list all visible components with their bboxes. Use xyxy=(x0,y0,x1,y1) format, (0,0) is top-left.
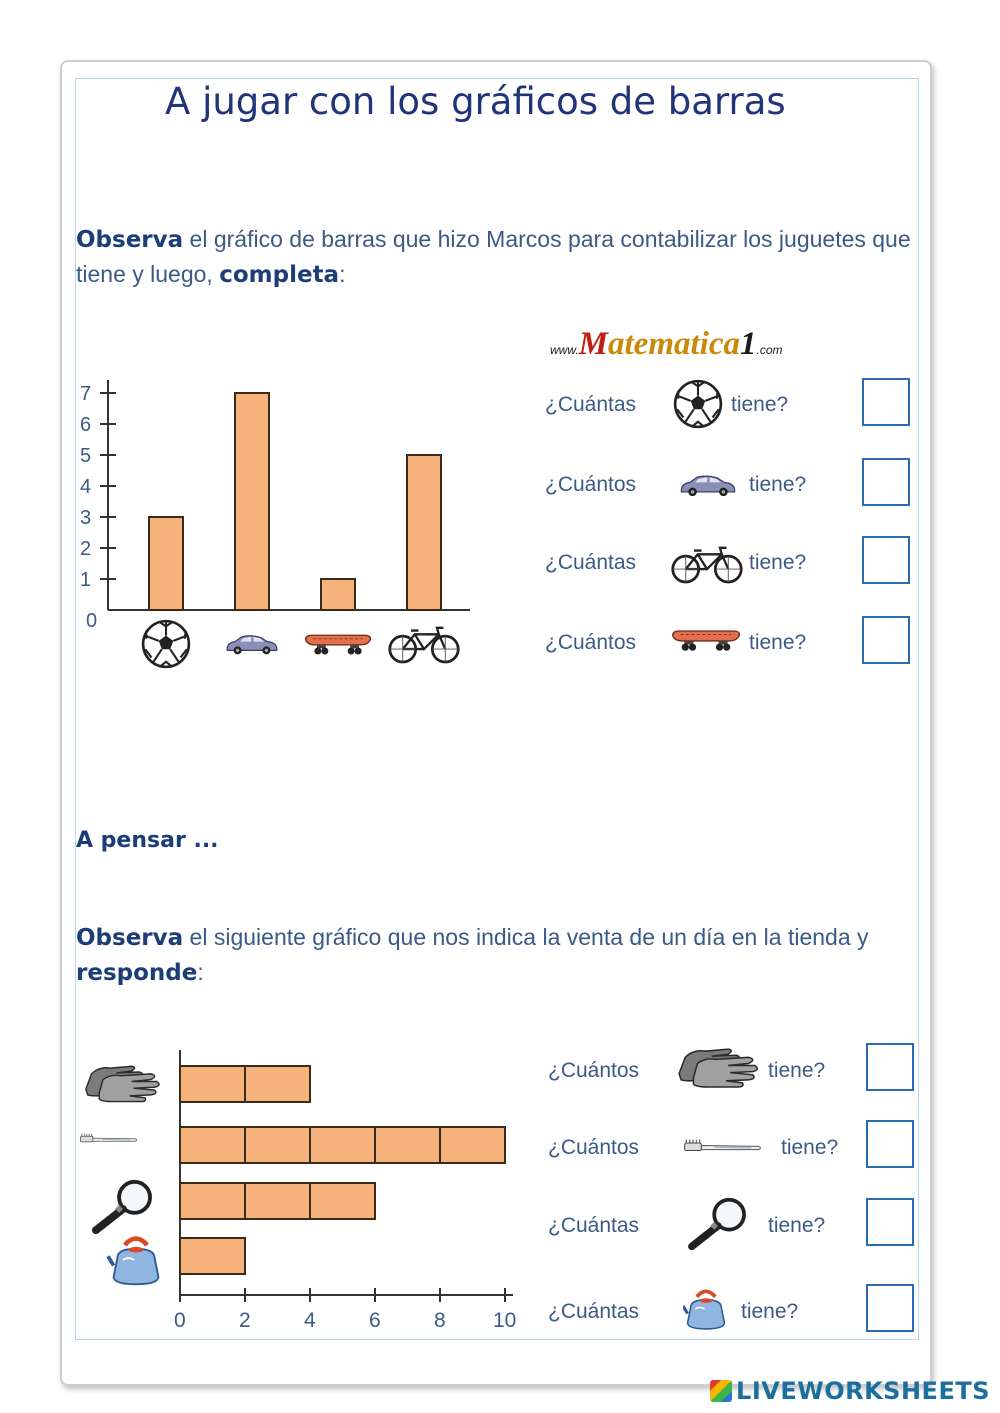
toothbrush-icon xyxy=(678,1138,768,1162)
magnifying-glass-icon xyxy=(675,1196,759,1256)
answer-box[interactable] xyxy=(866,1120,914,1168)
question-prefix: ¿Cuántas xyxy=(548,1214,640,1237)
bar-bicicleta xyxy=(407,455,441,610)
complete-keyword: completa xyxy=(219,262,340,288)
instructions-text-2: el siguiente gráfico que nos indica la venta de un día en la tienda y xyxy=(183,924,869,950)
bicycle-icon xyxy=(390,628,458,662)
y-tick-label: 7 xyxy=(80,383,92,405)
y-tick-label: 6 xyxy=(80,414,92,436)
gloves-icon xyxy=(675,1043,767,1093)
brand-m: M xyxy=(578,326,609,362)
question-suffix: tiene? xyxy=(749,631,807,654)
answer-input[interactable] xyxy=(868,1286,916,1332)
observe-keyword: Observa xyxy=(76,227,184,253)
brand-one: 1 xyxy=(739,326,757,362)
brand-www: www. xyxy=(550,343,579,357)
toothbrush-icon xyxy=(80,1134,136,1142)
answer-input[interactable] xyxy=(868,1122,916,1168)
soccer-ball-icon xyxy=(143,621,189,667)
question-suffix: tiene? xyxy=(741,1300,799,1323)
question-prefix: ¿Cuántas xyxy=(545,551,637,574)
bicycle-icon xyxy=(670,542,744,590)
answer-input[interactable] xyxy=(868,1045,916,1091)
question-prefix: ¿Cuántos xyxy=(545,631,637,654)
sales-bar-chart xyxy=(76,1040,526,1345)
answer-input[interactable] xyxy=(864,460,912,506)
answer-input[interactable] xyxy=(868,1200,916,1246)
toys-bar-chart xyxy=(70,370,490,680)
question-prefix: ¿Cuántos xyxy=(548,1059,640,1082)
brand-name: atematica xyxy=(608,326,740,362)
x-tick-label: 0 xyxy=(174,1309,186,1332)
x-tick-label: 10 xyxy=(493,1309,517,1332)
bar-patineta xyxy=(321,579,355,610)
toy-car-icon xyxy=(227,636,277,655)
answer-box[interactable] xyxy=(862,616,910,664)
question-suffix: tiene? xyxy=(749,551,807,574)
skateboard-icon xyxy=(670,626,742,658)
answer-input[interactable] xyxy=(864,618,912,664)
colon: : xyxy=(339,261,346,287)
answer-input[interactable] xyxy=(864,538,912,584)
brand-logo xyxy=(550,326,783,363)
x-tick-label: 4 xyxy=(304,1309,316,1332)
question-prefix: ¿Cuántas xyxy=(545,393,637,416)
liveworksheets-logo-icon xyxy=(710,1380,732,1402)
answer-box[interactable] xyxy=(866,1284,914,1332)
answer-box[interactable] xyxy=(862,378,910,426)
y-tick-label: 3 xyxy=(80,507,92,529)
y-tick-label: 5 xyxy=(80,445,92,467)
toy-car-icon xyxy=(678,472,738,502)
bar-carro xyxy=(235,393,269,610)
gloves-icon xyxy=(86,1066,159,1101)
answer-box[interactable] xyxy=(862,536,910,584)
page-title: A jugar con los gráficos de barras xyxy=(165,80,786,123)
respond-keyword: responde xyxy=(76,960,198,986)
x-tick-label: 6 xyxy=(369,1309,381,1332)
kettle-icon xyxy=(108,1239,158,1285)
question-prefix: ¿Cuántas xyxy=(548,1300,640,1323)
question-prefix: ¿Cuántos xyxy=(548,1136,640,1159)
bar-pelota xyxy=(149,517,183,610)
section-2-heading: A pensar ... xyxy=(76,828,219,853)
instructions-text: el gráfico de barras que hizo Marcos para contabilizar los juguetes que tiene y luego, xyxy=(76,226,911,287)
y-tick-label: 2 xyxy=(80,538,92,560)
question-suffix: tiene? xyxy=(768,1214,826,1237)
y-tick-label: 0 xyxy=(86,610,98,632)
answer-box[interactable] xyxy=(866,1198,914,1246)
soccer-ball-icon xyxy=(672,378,724,434)
answer-input[interactable] xyxy=(864,380,912,426)
question-prefix: ¿Cuántos xyxy=(545,473,637,496)
instructions-2 xyxy=(76,920,916,990)
x-tick-label: 2 xyxy=(239,1309,251,1332)
footer-text: LIVEWORKSHEETS xyxy=(736,1377,990,1405)
brand-com: .com xyxy=(756,343,783,357)
instructions-1 xyxy=(76,222,916,292)
question-suffix: tiene? xyxy=(731,393,789,416)
answer-box[interactable] xyxy=(862,458,910,506)
answer-box[interactable] xyxy=(866,1043,914,1091)
bar-lupa xyxy=(180,1183,375,1219)
kettle-icon xyxy=(683,1284,729,1338)
question-suffix: tiene? xyxy=(781,1136,839,1159)
bar-cepillo xyxy=(180,1127,505,1163)
skateboard-icon xyxy=(306,635,371,654)
colon-2: : xyxy=(197,959,204,985)
magnifying-glass-icon xyxy=(96,1182,150,1230)
observe-keyword-2: Observa xyxy=(76,925,184,951)
question-suffix: tiene? xyxy=(749,473,807,496)
y-tick-label: 1 xyxy=(80,569,92,591)
x-tick-label: 8 xyxy=(434,1309,446,1332)
question-suffix: tiene? xyxy=(768,1059,826,1082)
bar-tetera xyxy=(180,1238,245,1274)
liveworksheets-footer xyxy=(710,1377,990,1405)
y-tick-label: 4 xyxy=(80,476,92,498)
